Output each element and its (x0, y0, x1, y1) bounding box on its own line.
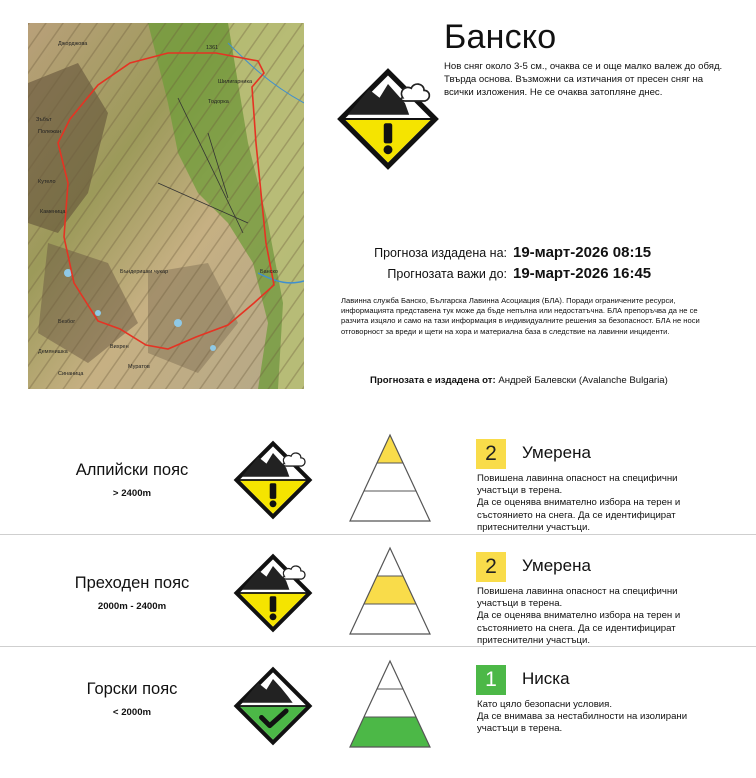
author-value: Андрей Балевски (Avalanche Bulgaria) (498, 375, 668, 386)
map-label: Шилигарника (218, 79, 253, 85)
band-range: > 2400m (112, 488, 152, 499)
level-desc-line: притеснителни участъци. (477, 521, 591, 533)
danger-level-2-icon (335, 66, 441, 172)
map-label: Кутело (38, 179, 56, 185)
map-label: Безбог (58, 319, 76, 325)
map-label: Джорджова (58, 41, 88, 47)
valid-label: Прогнозата важи до: (387, 267, 507, 281)
region-title: Банско (444, 18, 557, 56)
map-label: Демянишка (38, 349, 68, 355)
issued-value: 19-март-2026 08:15 (513, 244, 652, 261)
band-divider (0, 534, 756, 535)
terrain-map-image (28, 23, 304, 389)
forecast-summary: Нов сняг около 3-5 см., очаква се и още малко валеж до обяд. Твърда основа. Възможни са изтичания от пресен сняг на всички изложения. Не се очаква затопляне днес. (444, 61, 723, 98)
danger-level-name: Ниска (522, 669, 570, 688)
issued-label: Прогноза издадена на: (374, 246, 507, 260)
danger-level-number: 2 (476, 552, 506, 582)
level-desc-line: Повишена лавинна опасност на специфични (477, 473, 678, 484)
level-desc-line: участъци в терена. (477, 723, 563, 735)
elevation-band (0, 534, 756, 646)
danger-level-2-icon (232, 439, 314, 521)
band-divider (0, 646, 756, 647)
level-desc-line: Да се оценява внимателно избора на терен и (477, 497, 681, 509)
author-label: Прогнозата е издадена от: (370, 375, 496, 386)
danger-level-name: Умерена (522, 443, 591, 462)
elevation-pyramid-icon (340, 433, 440, 523)
level-desc-line: притеснителни участъци. (477, 634, 591, 646)
disclaimer-text: Лавинна служба Банско, Българска Лавинна Асоциация (БЛА). Поради ограничените ресурси, информацията представена тук може да бъде непълна или недостатъчна. БЛА препоръчва да не се разчита изцяло и само на тази информация в индивидуалните решения за безопасност. БЛА не носи отговорност за вреди и щети на хора и материална база в следствие на лавинни инциденти. (341, 296, 700, 336)
map-label: Банско (260, 269, 278, 275)
level-desc-line: Повишена лавинна опасност на специфични (477, 586, 678, 597)
danger-level-1-icon (232, 665, 314, 747)
level-desc-line: Като цяло безопасни условия. (477, 699, 613, 710)
level-desc-line: Да се оценява внимателно избора на терен и (477, 610, 681, 622)
map-label: Полежан (38, 129, 61, 135)
region-map[interactable] (28, 23, 304, 389)
elevation-pyramid-icon (340, 546, 440, 636)
map-label: Бъндеришки чукар (120, 269, 169, 275)
author-row (370, 375, 668, 386)
level-desc-line: състоянието на снега. Да се идентифицират (477, 622, 676, 634)
danger-level-name: Умерена (522, 556, 591, 575)
danger-level-number: 1 (476, 665, 506, 695)
band-name: Горски пояс (86, 680, 178, 698)
danger-level-description (477, 699, 727, 736)
danger-level-description (477, 473, 727, 534)
level-desc-line: състоянието на снега. Да се идентифицират (477, 509, 676, 521)
map-label: Синаница (58, 371, 84, 377)
map-label: Каменица (40, 209, 66, 215)
map-label: Тодорка (208, 99, 229, 105)
band-range: 2000m - 2400m (97, 601, 167, 612)
level-desc-line: участъци в терена. (477, 485, 563, 497)
band-name: Преходен пояс (74, 574, 190, 592)
map-label: Муратов (128, 364, 150, 370)
danger-level-description (477, 586, 727, 647)
level-desc-line: участъци в терена. (477, 598, 563, 610)
elevation-pyramid-icon (340, 659, 440, 749)
elevation-band (0, 421, 756, 533)
band-range: < 2000m (112, 707, 152, 718)
valid-row (347, 265, 651, 282)
issued-row (347, 244, 651, 261)
danger-level-2-icon (232, 552, 314, 634)
elevation-band (0, 647, 756, 759)
map-label: 1361 (206, 45, 219, 51)
band-name: Алпийски пояс (75, 461, 189, 479)
map-label: Зъбът (36, 117, 52, 123)
level-desc-line: Да се внимава за нестабилности на изолирани (477, 711, 688, 723)
map-label: Вихрен (110, 344, 129, 350)
danger-level-number: 2 (476, 439, 506, 469)
valid-value: 19-март-2026 16:45 (513, 265, 652, 282)
